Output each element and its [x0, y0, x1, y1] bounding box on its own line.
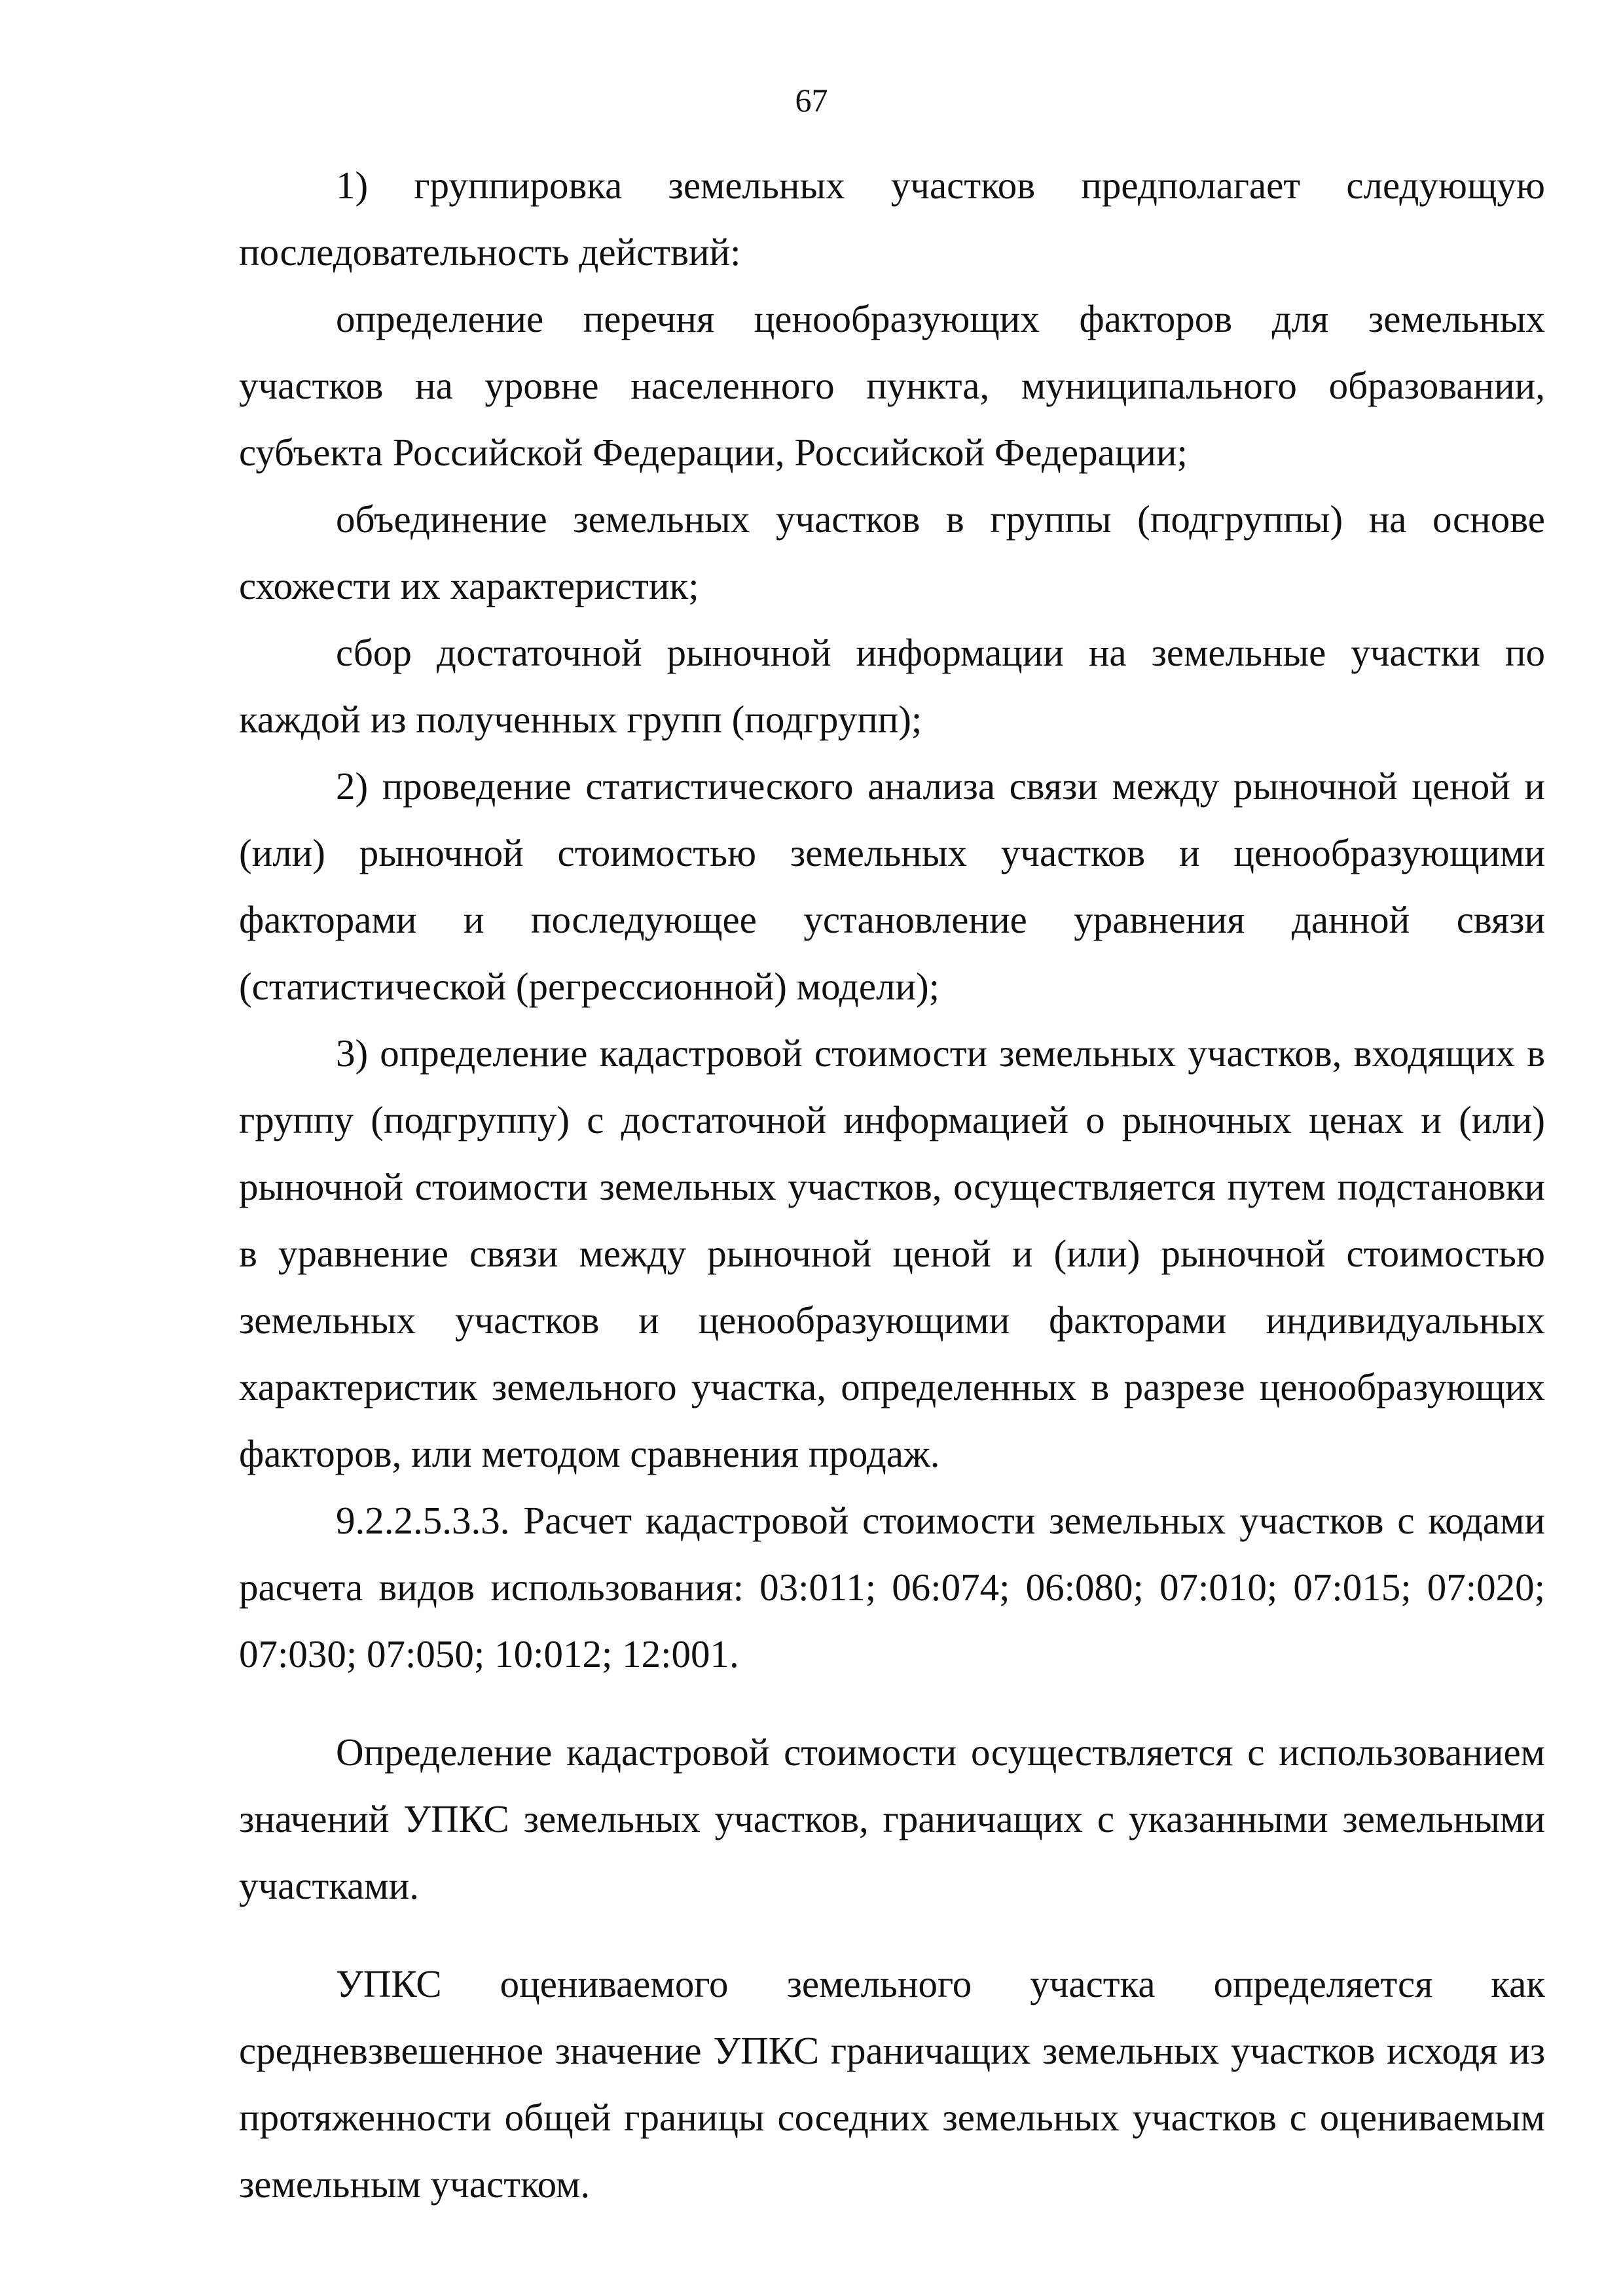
paragraph-cadastral-value: 3) определение кадастровой стоимости земельных участков, входящих в группу (подгруппу) с достаточной информацией о рыночных ценах и (или) рыночной стоимости земельных участков, осуществляется путем подстановки в уравнение связи между рыночной ценой и (или) рыночной стоимостью земельных участков и ценообразующими факторами индивидуальных характеристик земельного участка, определенных в разрезе ценообразующих факторов, или методом сравнения продаж. — [239, 1031, 1545, 1475]
paragraph-statistical-analysis: 2) проведение статистического анализа связи между рыночной ценой и (или) рыночной стоимостью земельных участков и ценообразующими факторами и последующее установление уравнения данной связи (статистической (регрессионной) модели); — [239, 764, 1545, 1008]
document-body — [239, 152, 1545, 2217]
paragraph-grouping-intro: 1) группировка земельных участков предполагает следующую последовательность действий: — [239, 164, 1545, 274]
paragraph-grouping-similarity: объединение земельных участков в группы (подгруппы) на основе схожести их характеристик; — [239, 497, 1545, 607]
paragraph-market-info: сбор достаточной рыночной информации на земельные участки по каждой из полученных групп (подгрупп); — [239, 631, 1545, 741]
paragraph-upks-usage: Определение кадастровой стоимости осуществляется с использованием значений УПКС земельных участков, граничащих с указанными земельными участками. — [239, 1731, 1545, 1907]
paragraph-price-factors: определение перечня ценообразующих факторов для земельных участков на уровне населенного пункта, муниципального образовании, субъекта Российской Федерации, Российской Федерации; — [239, 297, 1545, 474]
paragraph-section-9-2-2-5-3-3: 9.2.2.5.3.3. Расчет кадастровой стоимости земельных участков с кодами расчета видов использования: 03:011; 06:074; 06:080; 07:010; 07:015; 07:020; 07:030; 07:050; 10:012; 12:001. — [239, 1499, 1545, 1676]
page-number: 67 — [795, 82, 828, 118]
paragraph-upks-weighted: УПКС оцениваемого земельного участка определяется как средневзвешенное значение УПКС граничащих земельных участков исходя из протяженности общей границы соседних земельных участков с оцениваемым земельным участком. — [239, 1962, 1545, 2206]
